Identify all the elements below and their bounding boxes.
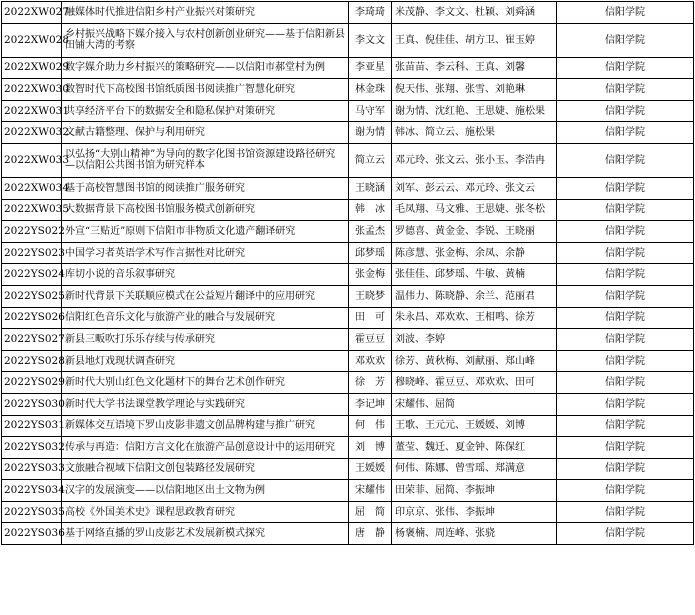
project-members-cell: 罗德喜、黄金金、李锐、王晓丽 — [392, 221, 557, 243]
project-members-cell: 董莹、魏迁、夏金钟、陈保红 — [392, 437, 557, 459]
table-row — [2, 2, 694, 24]
project-title-cell: 新时代大别山红色文化题材下的舞台艺术创作研究 — [62, 372, 349, 394]
project-title-cell: 以弘扬“大别山精神”为导向的数字化图书馆资源建设路径研究—以信阳公共图书馆为研究样本 — [62, 143, 349, 177]
table-row — [2, 264, 694, 286]
project-title-cell: 新时代大学书法课堂教学理论与实践研究 — [62, 393, 349, 415]
project-leader-cell: 李记坤 — [349, 393, 392, 415]
project-members-cell: 谢为情、沈红艳、王思婕、施松果 — [392, 100, 557, 122]
project-unit-cell: 信阳学院 — [557, 415, 694, 437]
project-title-cell: 乡村振兴战略下媒介接入与农村创新创业研究——基于信阳新县田铺大湾的考察 — [62, 23, 349, 57]
project-leader-cell: 李亚星 — [349, 57, 392, 79]
project-id-cell: 2022YS034 — [2, 480, 62, 502]
project-unit-cell: 信阳学院 — [557, 199, 694, 221]
project-members-cell: 倪天伟、张翔、张雪、刘艳琳 — [392, 79, 557, 101]
project-members-cell: 朱永昌、邓欢欢、王相鸣、徐芳 — [392, 307, 557, 329]
table-row — [2, 100, 694, 122]
project-unit-cell: 信阳学院 — [557, 79, 694, 101]
project-leader-cell: 邱梦瑶 — [349, 242, 392, 264]
project-leader-cell: 霍豆豆 — [349, 329, 392, 351]
project-id-cell: 2022XW030 — [2, 79, 62, 101]
project-members-cell: 韩冰、简立云、施松果 — [392, 122, 557, 144]
project-members-cell: 宋耀伟、屈简 — [392, 393, 557, 415]
table-row — [2, 393, 694, 415]
project-members-cell: 毛凤翔、马文雅、王思婕、张冬松 — [392, 199, 557, 221]
project-id-cell: 2022YS023 — [2, 242, 62, 264]
table-row — [2, 143, 694, 177]
project-leader-cell: 张金梅 — [349, 264, 392, 286]
project-members-cell: 邓元玲、张文云、张小玉、李浩冉 — [392, 143, 557, 177]
table-row — [2, 285, 694, 307]
project-id-cell: 2022XW028 — [2, 23, 62, 57]
project-unit-cell: 信阳学院 — [557, 23, 694, 57]
project-title-cell: 库切小说的音乐叙事研究 — [62, 264, 349, 286]
project-leader-cell: 马守军 — [349, 100, 392, 122]
project-id-cell: 2022YS031 — [2, 415, 62, 437]
project-unit-cell: 信阳学院 — [557, 458, 694, 480]
project-title-cell: 新县地灯戏现状调查研究 — [62, 350, 349, 372]
table-row — [2, 501, 694, 523]
project-title-cell: 信阳红色音乐文化与旅游产业的融合与发展研究 — [62, 307, 349, 329]
table-row — [2, 307, 694, 329]
project-leader-cell: 宋耀伟 — [349, 480, 392, 502]
project-members-cell: 王歌、王元元、王媛媛、刘博 — [392, 415, 557, 437]
project-id-cell: 2022XW029 — [2, 57, 62, 79]
project-members-cell: 王真、倪佳佳、胡方卫、崔玉婷 — [392, 23, 557, 57]
project-id-cell: 2022YS036 — [2, 523, 62, 545]
table-row — [2, 329, 694, 351]
project-unit-cell: 信阳学院 — [557, 523, 694, 545]
project-title-cell: 外宣“三贴近”原则下信阳市非物质文化遗产翻译研究 — [62, 221, 349, 243]
project-unit-cell: 信阳学院 — [557, 264, 694, 286]
project-members-cell: 米茂静、李文文、杜颖、刘舜涵 — [392, 2, 557, 24]
project-title-cell: 新时代背景下关联顺应模式在公益短片翻译中的应用研究 — [62, 285, 349, 307]
project-members-cell: 印京京、张伟、李振坤 — [392, 501, 557, 523]
project-leader-cell: 王晓梦 — [349, 285, 392, 307]
project-leader-cell: 徐 芳 — [349, 372, 392, 394]
table-row — [2, 122, 694, 144]
project-id-cell: 2022YS030 — [2, 393, 62, 415]
project-title-cell: 融媒体时代推进信阳乡村产业振兴对策研究 — [62, 2, 349, 24]
project-id-cell: 2022XW034 — [2, 177, 62, 199]
table-row — [2, 221, 694, 243]
table-row — [2, 79, 694, 101]
table-row — [2, 458, 694, 480]
project-unit-cell: 信阳学院 — [557, 393, 694, 415]
project-id-cell: 2022YS035 — [2, 501, 62, 523]
project-unit-cell: 信阳学院 — [557, 177, 694, 199]
project-leader-cell: 谢为情 — [349, 122, 392, 144]
project-title-cell: 数智时代下高校图书馆纸质图书阅读推广智慧化研究 — [62, 79, 349, 101]
project-id-cell: 2022XW035 — [2, 199, 62, 221]
project-unit-cell: 信阳学院 — [557, 122, 694, 144]
project-id-cell: 2022YS026 — [2, 307, 62, 329]
project-unit-cell: 信阳学院 — [557, 285, 694, 307]
project-title-cell: 文旅融合视域下信阳文创包装路径发展研究 — [62, 458, 349, 480]
project-unit-cell: 信阳学院 — [557, 242, 694, 264]
project-unit-cell: 信阳学院 — [557, 100, 694, 122]
project-members-cell: 田荣菲、屈简、李振坤 — [392, 480, 557, 502]
project-leader-cell: 刘 博 — [349, 437, 392, 459]
table-row — [2, 57, 694, 79]
project-members-cell: 杨褒楠、周连峰、张骁 — [392, 523, 557, 545]
project-members-cell: 徐芳、黄秋梅、刘献丽、郑山峰 — [392, 350, 557, 372]
project-unit-cell: 信阳学院 — [557, 480, 694, 502]
project-members-cell: 何伟、陈娜、曾雪瑶、郑满意 — [392, 458, 557, 480]
project-leader-cell: 王媛媛 — [349, 458, 392, 480]
table-row — [2, 23, 694, 57]
project-id-cell: 2022YS027 — [2, 329, 62, 351]
table-row — [2, 199, 694, 221]
project-leader-cell: 林金珠 — [349, 79, 392, 101]
project-unit-cell: 信阳学院 — [557, 501, 694, 523]
project-title-cell: 数字媒介助力乡村振兴的策略研究——以信阳市郝堂村为例 — [62, 57, 349, 79]
project-members-cell: 刘军、彭云云、邓元玲、张文云 — [392, 177, 557, 199]
project-title-cell: 共享经济平台下的数据安全和隐私保护对策研究 — [62, 100, 349, 122]
project-unit-cell: 信阳学院 — [557, 329, 694, 351]
table-row — [2, 480, 694, 502]
project-leader-cell: 邓欢欢 — [349, 350, 392, 372]
project-id-cell: 2022YS024 — [2, 264, 62, 286]
project-title-cell: 大数据背景下高校图书馆服务模式创新研究 — [62, 199, 349, 221]
project-id-cell: 2022YS033 — [2, 458, 62, 480]
project-leader-cell: 简立云 — [349, 143, 392, 177]
project-members-cell: 张佳佳、邱梦瑶、牛敏、黄楠 — [392, 264, 557, 286]
project-leader-cell: 王晓涵 — [349, 177, 392, 199]
project-leader-cell: 李文文 — [349, 23, 392, 57]
project-unit-cell: 信阳学院 — [557, 437, 694, 459]
table-row — [2, 242, 694, 264]
project-id-cell: 2022XW033 — [2, 143, 62, 177]
project-leader-cell: 何 伟 — [349, 415, 392, 437]
project-leader-cell: 田 可 — [349, 307, 392, 329]
project-title-cell: 新媒体交互语境下罗山皮影非遗文创品牌构建与推广研究 — [62, 415, 349, 437]
project-id-cell: 2022YS028 — [2, 350, 62, 372]
project-id-cell: 2022YS022 — [2, 221, 62, 243]
project-leader-cell: 韩 冰 — [349, 199, 392, 221]
project-unit-cell: 信阳学院 — [557, 350, 694, 372]
project-unit-cell: 信阳学院 — [557, 372, 694, 394]
project-leader-cell: 唐 静 — [349, 523, 392, 545]
table-row — [2, 372, 694, 394]
project-members-cell: 穆晓峰、霍豆豆、邓欢欢、田可 — [392, 372, 557, 394]
project-members-cell: 温伟力、陈晓静、余兰、范丽君 — [392, 285, 557, 307]
project-unit-cell: 信阳学院 — [557, 2, 694, 24]
project-list-document — [1, 1, 693, 545]
project-id-cell: 2022YS029 — [2, 372, 62, 394]
project-title-cell: 新县三畈吹打乐乐存续与传承研究 — [62, 329, 349, 351]
project-id-cell: 2022YS032 — [2, 437, 62, 459]
table-row — [2, 437, 694, 459]
project-table-body — [2, 2, 694, 545]
project-table — [1, 1, 694, 545]
project-unit-cell: 信阳学院 — [557, 307, 694, 329]
project-title-cell: 汉字的发展演变——以信阳地区出土文物为例 — [62, 480, 349, 502]
project-leader-cell: 李琦琦 — [349, 2, 392, 24]
project-title-cell: 传承与再造：信阳方言文化在旅游产品创意设计中的运用研究 — [62, 437, 349, 459]
project-id-cell: 2022XW032 — [2, 122, 62, 144]
project-leader-cell: 张孟杰 — [349, 221, 392, 243]
project-title-cell: 基于高校智慧图书馆的阅读推广服务研究 — [62, 177, 349, 199]
project-unit-cell: 信阳学院 — [557, 57, 694, 79]
project-title-cell: 基于网络直播的罗山皮影艺术发展新模式探究 — [62, 523, 349, 545]
table-row — [2, 350, 694, 372]
table-row — [2, 523, 694, 545]
project-title-cell: 中国学习者英语学术写作言据性对比研究 — [62, 242, 349, 264]
project-id-cell: 2022YS025 — [2, 285, 62, 307]
project-members-cell: 张苗苗、李云科、王真、刘馨 — [392, 57, 557, 79]
project-members-cell: 刘波、李婷 — [392, 329, 557, 351]
project-unit-cell: 信阳学院 — [557, 221, 694, 243]
project-leader-cell: 屈 简 — [349, 501, 392, 523]
project-id-cell: 2022XW031 — [2, 100, 62, 122]
table-row — [2, 177, 694, 199]
project-members-cell: 陈彦慧、张金梅、余凤、余静 — [392, 242, 557, 264]
project-unit-cell: 信阳学院 — [557, 143, 694, 177]
table-row — [2, 415, 694, 437]
project-title-cell: 文献古籍整理、保护与利用研究 — [62, 122, 349, 144]
project-title-cell: 高校《外国美术史》课程思政教育研究 — [62, 501, 349, 523]
project-id-cell: 2022XW027 — [2, 2, 62, 24]
